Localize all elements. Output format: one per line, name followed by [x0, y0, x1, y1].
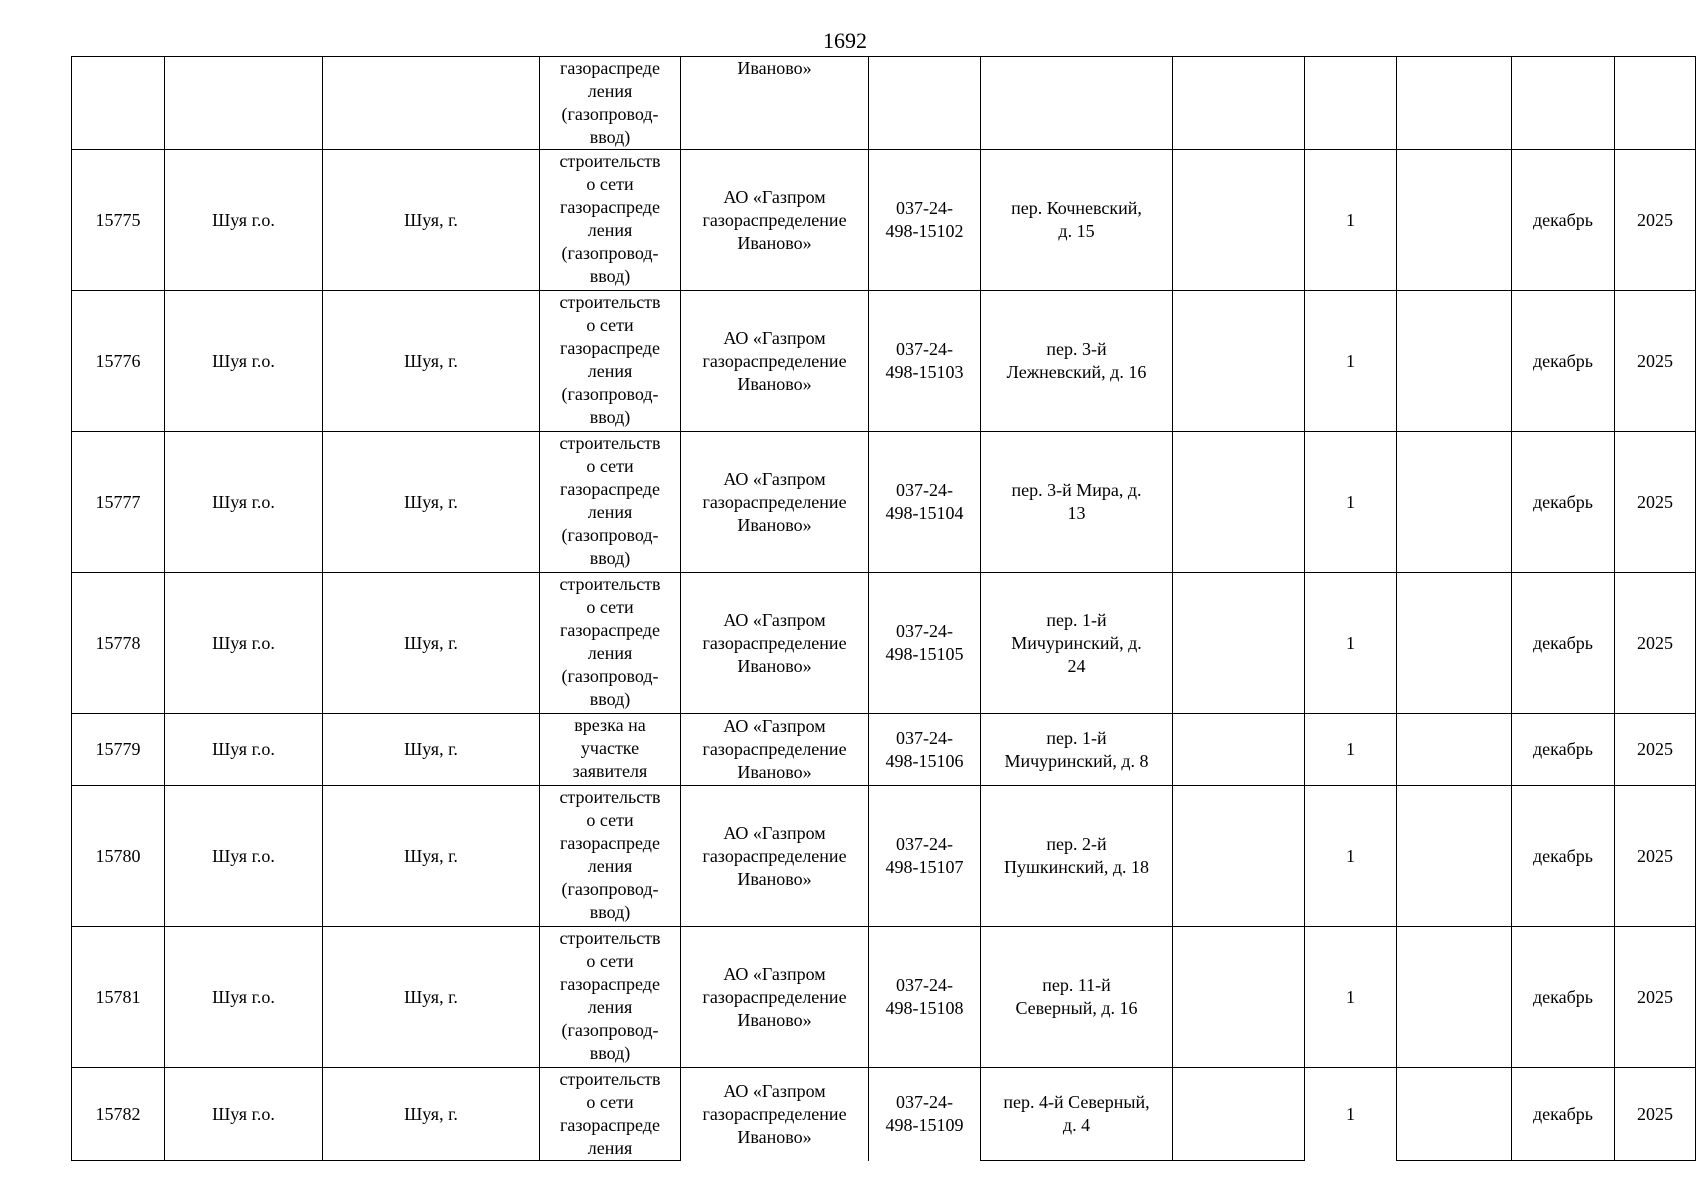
cell-address: пер. 1-й Мичуринский, д. 8: [981, 714, 1173, 786]
cell-code: 037-24- 498-15106: [869, 714, 981, 786]
cell-year: 2025: [1615, 573, 1696, 714]
cell-blank: [1397, 57, 1512, 150]
cell-code: 037-24- 498-15103: [869, 291, 981, 432]
cell-locality: [323, 57, 540, 150]
table-row: [72, 573, 1696, 714]
table-row-continuation: [72, 57, 1696, 150]
cell-organization: АО «Газпром газораспределение Иваново»: [681, 1068, 869, 1161]
cell-blank: [1397, 927, 1512, 1068]
cell-month: декабрь: [1512, 150, 1615, 291]
cell-year: 2025: [1615, 786, 1696, 927]
cell-extra: [1173, 57, 1305, 150]
cell-extra: [1173, 1068, 1305, 1161]
cell-month: декабрь: [1512, 1068, 1615, 1161]
cell-blank: [1397, 432, 1512, 573]
cell-month: декабрь: [1512, 927, 1615, 1068]
cell-count: 1: [1305, 786, 1397, 927]
cell-district: Шуя г.о.: [165, 432, 323, 573]
cell-organization: АО «Газпром газораспределение Иваново»: [681, 291, 869, 432]
cell-organization: АО «Газпром газораспределение Иваново»: [681, 927, 869, 1068]
cell-count: 1: [1305, 1068, 1397, 1161]
cell-extra: [1173, 927, 1305, 1068]
cell-blank: [1397, 573, 1512, 714]
cell-num: 15779: [72, 714, 165, 786]
cell-type: строительств о сети газораспреде ления (газопровод- ввод): [540, 291, 681, 432]
cell-num: 15781: [72, 927, 165, 1068]
cell-locality: Шуя, г.: [323, 1068, 540, 1161]
cell-district: Шуя г.о.: [165, 927, 323, 1068]
cell-month: декабрь: [1512, 573, 1615, 714]
cell-extra: [1173, 573, 1305, 714]
cell-count: 1: [1305, 150, 1397, 291]
cell-locality: Шуя, г.: [323, 786, 540, 927]
page-number: 1692: [823, 28, 867, 53]
cell-type: строительств о сети газораспреде ления (газопровод- ввод): [540, 150, 681, 291]
cell-count: 1: [1305, 291, 1397, 432]
cell-district: Шуя г.о.: [165, 786, 323, 927]
cell-address: пер. 3-й Лежневский, д. 16: [981, 291, 1173, 432]
cell-address: пер. 11-й Северный, д. 16: [981, 927, 1173, 1068]
cell-month: декабрь: [1512, 432, 1615, 573]
registry-table: [71, 56, 1696, 1161]
cell-locality: Шуя, г.: [323, 291, 540, 432]
cell-district: [165, 57, 323, 150]
cell-locality: Шуя, г.: [323, 432, 540, 573]
table-row: [72, 714, 1696, 786]
cell-month: [1512, 57, 1615, 150]
cell-type: строительств о сети газораспреде ления (газопровод- ввод): [540, 786, 681, 927]
cell-count: 1: [1305, 573, 1397, 714]
table-row: [72, 432, 1696, 573]
cell-extra: [1173, 714, 1305, 786]
table-body: [72, 57, 1696, 1161]
cell-address: пер. Кочневский, д. 15: [981, 150, 1173, 291]
cell-type: строительств о сети газораспреде ления (газопровод- ввод): [540, 432, 681, 573]
table-row: [72, 786, 1696, 927]
cell-blank: [1397, 1068, 1512, 1161]
cell-blank: [1397, 786, 1512, 927]
cell-count: 1: [1305, 927, 1397, 1068]
cell-address: [981, 57, 1173, 150]
cell-code: 037-24- 498-15102: [869, 150, 981, 291]
cell-year: 2025: [1615, 714, 1696, 786]
cell-address: пер. 3-й Мира, д. 13: [981, 432, 1173, 573]
table-row: [72, 150, 1696, 291]
cell-num: 15780: [72, 786, 165, 927]
cell-year: 2025: [1615, 150, 1696, 291]
cell-count: [1305, 57, 1397, 150]
cell-count: 1: [1305, 432, 1397, 573]
cell-district: Шуя г.о.: [165, 150, 323, 291]
cell-district: Шуя г.о.: [165, 291, 323, 432]
cell-district: Шуя г.о.: [165, 573, 323, 714]
cell-organization: АО «Газпром газораспределение Иваново»: [681, 432, 869, 573]
cell-num: 15782: [72, 1068, 165, 1161]
cell-year: 2025: [1615, 1068, 1696, 1161]
cell-year: 2025: [1615, 927, 1696, 1068]
cell-count: 1: [1305, 714, 1397, 786]
cell-code: 037-24- 498-15105: [869, 573, 981, 714]
cell-district: Шуя г.о.: [165, 714, 323, 786]
cell-num: 15775: [72, 150, 165, 291]
cell-organization: АО «Газпром газораспределение Иваново»: [681, 150, 869, 291]
table-row: [72, 291, 1696, 432]
cell-organization: АО «Газпром газораспределение Иваново»: [681, 714, 869, 786]
cell-code: 037-24- 498-15107: [869, 786, 981, 927]
cell-extra: [1173, 786, 1305, 927]
cell-address: пер. 4-й Северный, д. 4: [981, 1068, 1173, 1161]
cell-locality: Шуя, г.: [323, 150, 540, 291]
cell-extra: [1173, 150, 1305, 291]
cell-code: 037-24- 498-15109: [869, 1068, 981, 1161]
cell-year: 2025: [1615, 291, 1696, 432]
cell-num: 15776: [72, 291, 165, 432]
cell-blank: [1397, 714, 1512, 786]
cell-blank: [1397, 291, 1512, 432]
cell-locality: Шуя, г.: [323, 927, 540, 1068]
table-row: [72, 927, 1696, 1068]
cell-month: декабрь: [1512, 714, 1615, 786]
cell-extra: [1173, 291, 1305, 432]
cell-code: [869, 57, 981, 150]
cell-blank: [1397, 150, 1512, 291]
cell-code: 037-24- 498-15104: [869, 432, 981, 573]
cell-month: декабрь: [1512, 291, 1615, 432]
cell-type: строительств о сети газораспреде ления: [540, 1068, 681, 1161]
cell-district: Шуя г.о.: [165, 1068, 323, 1161]
cell-year: 2025: [1615, 432, 1696, 573]
cell-organization: АО «Газпром газораспределение Иваново»: [681, 573, 869, 714]
cell-address: пер. 1-й Мичуринский, д. 24: [981, 573, 1173, 714]
cell-type: газораспреде ления (газопровод- ввод): [540, 57, 681, 150]
cell-locality: Шуя, г.: [323, 714, 540, 786]
cell-month: декабрь: [1512, 786, 1615, 927]
cell-num: [72, 57, 165, 150]
cell-extra: [1173, 432, 1305, 573]
cell-type: строительств о сети газораспреде ления (газопровод- ввод): [540, 927, 681, 1068]
cell-num: 15777: [72, 432, 165, 573]
cell-year: [1615, 57, 1696, 150]
cell-type: врезка на участке заявителя: [540, 714, 681, 786]
cell-locality: Шуя, г.: [323, 573, 540, 714]
cell-address: пер. 2-й Пушкинский, д. 18: [981, 786, 1173, 927]
cell-organization: АО «Газпром газораспределение Иваново»: [681, 786, 869, 927]
table-row: [72, 1068, 1696, 1161]
cell-organization: Иваново»: [681, 57, 869, 150]
cell-code: 037-24- 498-15108: [869, 927, 981, 1068]
cell-type: строительств о сети газораспреде ления (газопровод- ввод): [540, 573, 681, 714]
cell-num: 15778: [72, 573, 165, 714]
